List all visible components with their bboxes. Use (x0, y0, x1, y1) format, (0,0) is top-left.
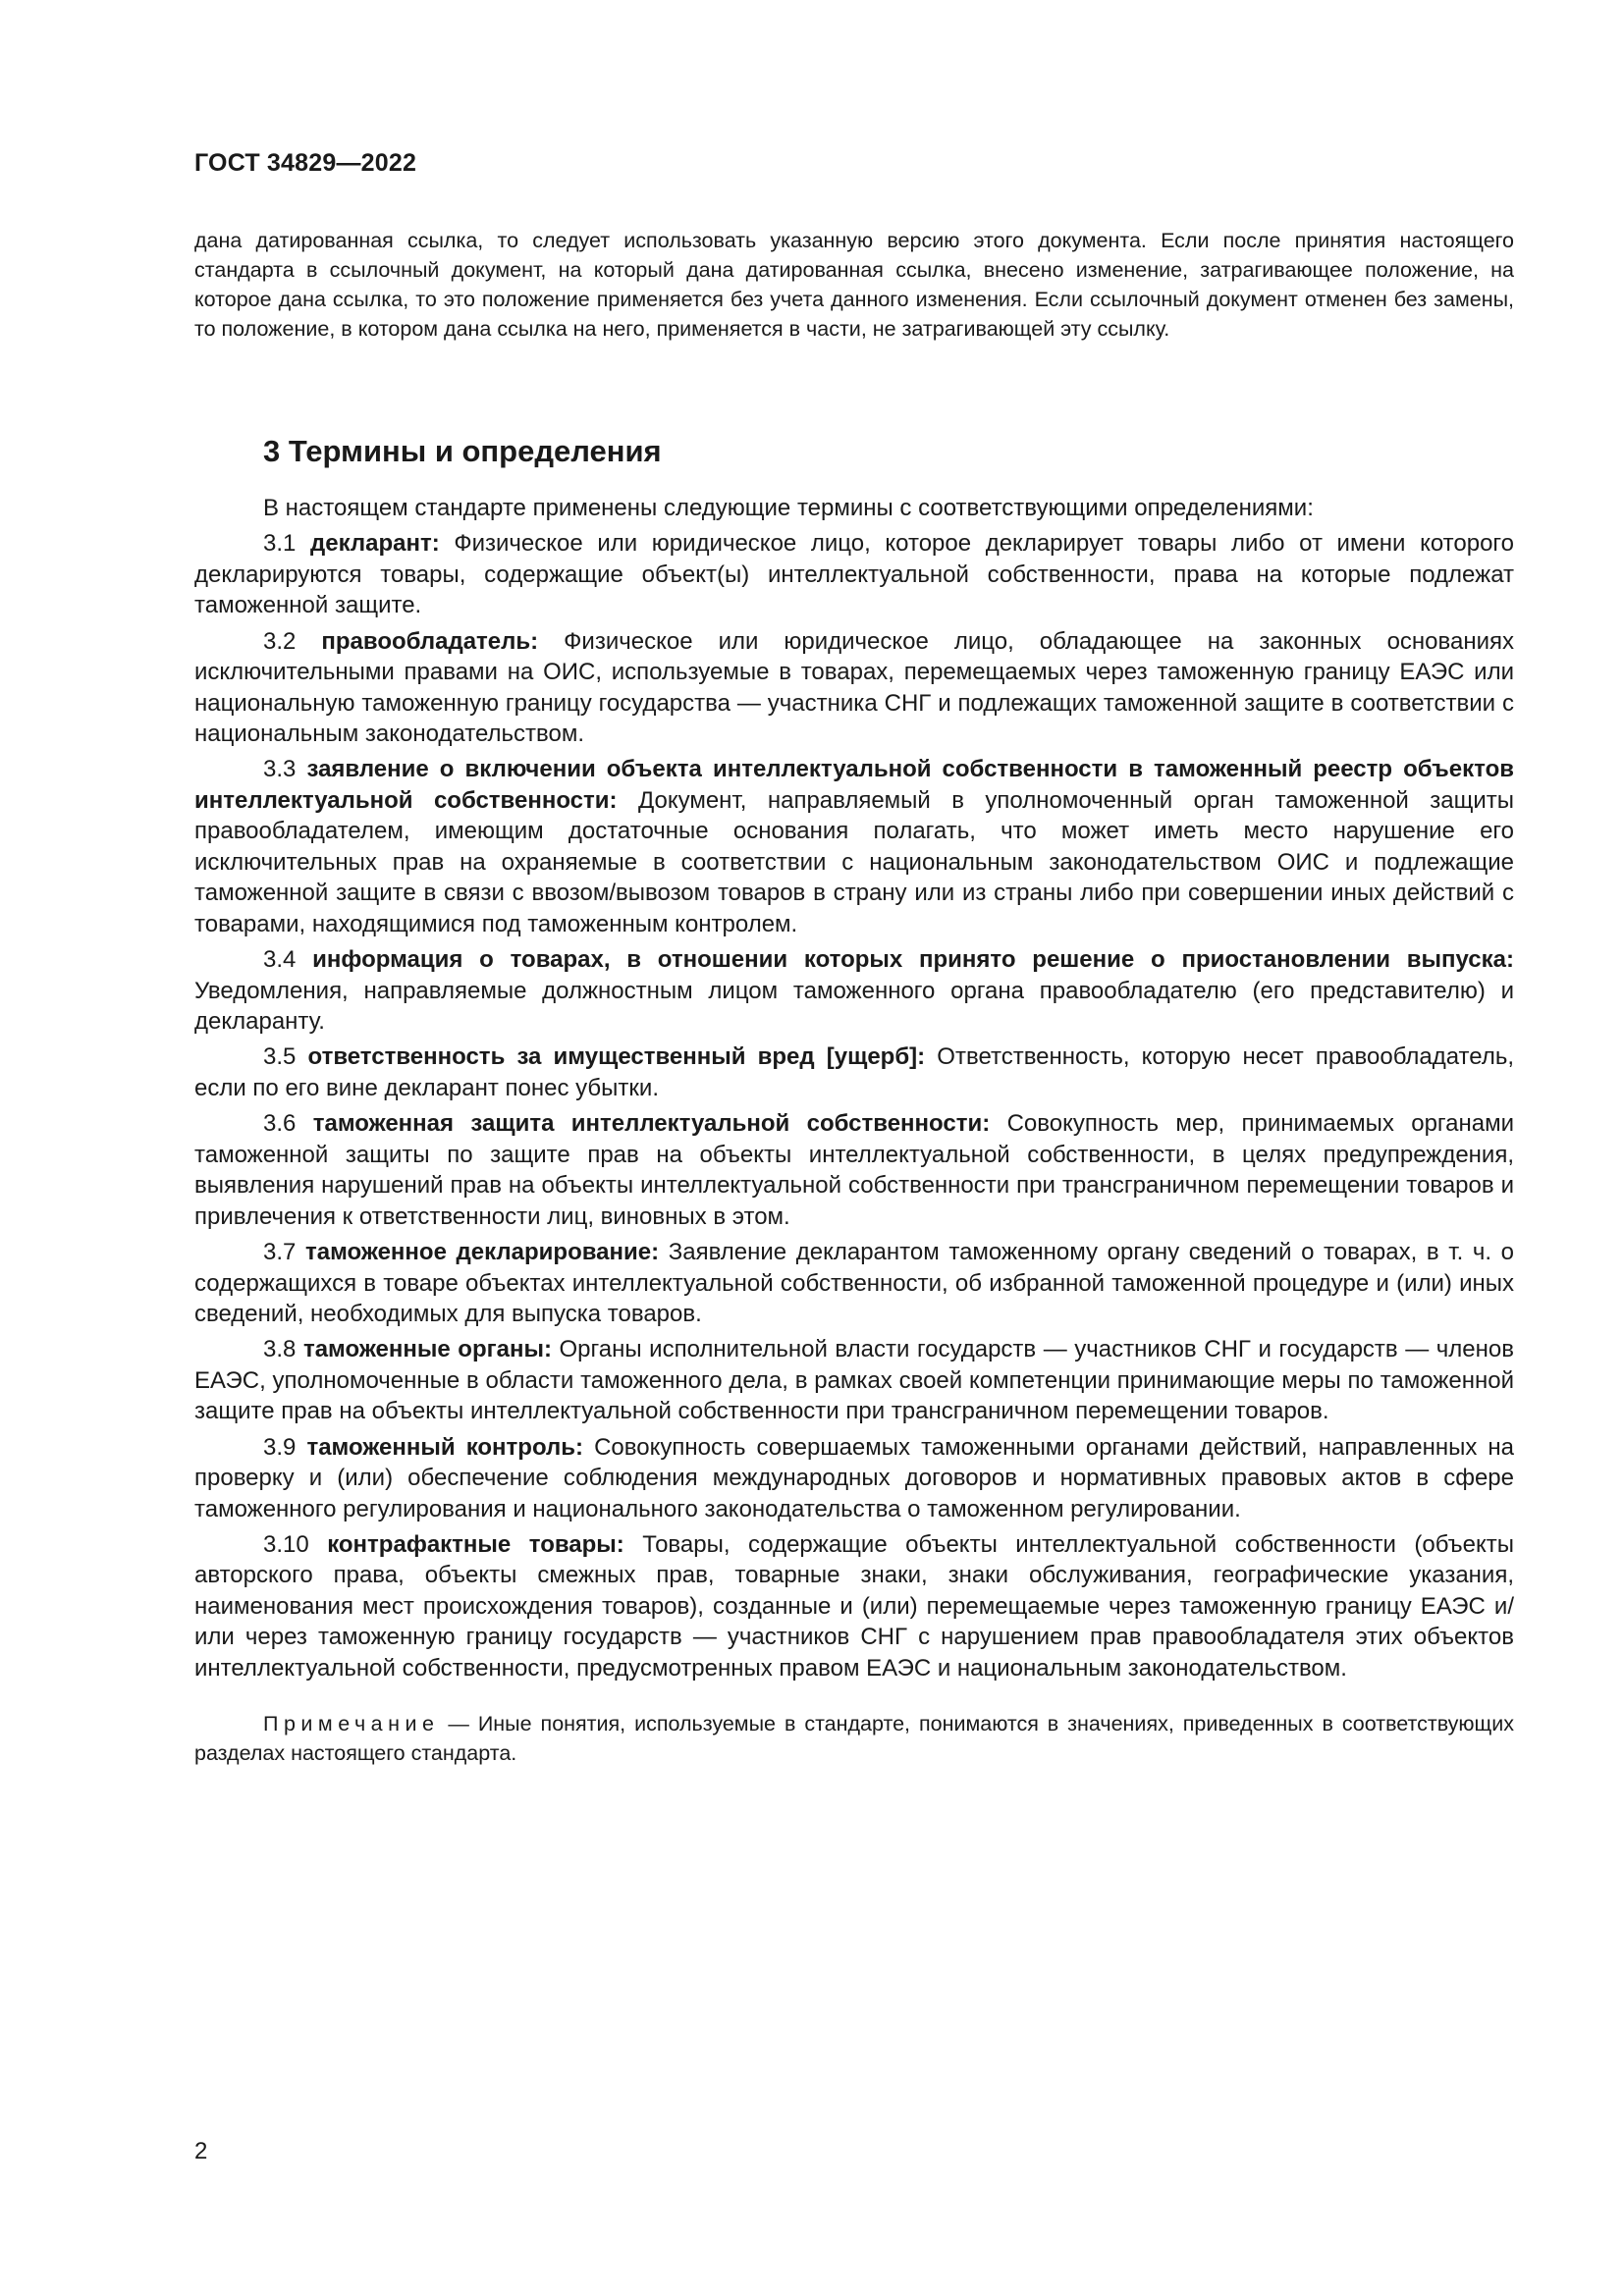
term-number: 3.10 (263, 1530, 309, 1558)
term-number: 3.3 (263, 756, 297, 783)
term-definition: Органы исполнительной власти государств — участников СНГ и государств — членов ЕАЭС, уполномоченные в области таможенного дела, в рамках своей компетенции принимающие меры по таможенной защите прав на объекты интеллектуальной собственности при трансграничном перемещении товаров. (194, 1336, 1514, 1425)
term-definition: Документ, направляемый в уполномоченный орган таможенной защиты правообладателем, имеющим достаточные основания полагать, что может иметь место нарушение его исключительных прав на охраняемые в соответствии с национальным законодательством ОИС и подлежащие таможенной защите в связи с ввозом/вывозом товаров в страну или из страны либо при совершении иных действий с товарами, находящимися под таможенным контролем. (194, 786, 1514, 937)
term-name: таможенный контроль: (306, 1433, 584, 1461)
term-definition: Физическое или юридическое лицо, обладающее на законных основаниях исключительными правами на ОИС, используемые в товарах, перемещаемых через таможенную границу ЕАЭС или национальную таможенную границу государства — участника СНГ и подлежащих таможенной защите в соответствии с национальным законодательством. (194, 627, 1514, 748)
term-name: декларант: (310, 530, 440, 558)
section-title: 3 Термины и определения (263, 434, 662, 468)
term-number: 3.5 (263, 1043, 297, 1071)
term-3-7 (194, 1237, 1514, 1330)
term-3-6 (194, 1108, 1514, 1232)
term-3-2 (194, 626, 1514, 750)
term-3-8 (194, 1334, 1514, 1427)
terms-intro: В настоящем стандарте применены следующие термины с соответствующими определениями: (263, 495, 1314, 521)
term-3-9 (194, 1432, 1514, 1525)
page-header: ГОСТ 34829—2022 (194, 149, 417, 177)
term-number: 3.8 (263, 1336, 297, 1363)
note-label: Примечание (263, 1712, 440, 1736)
term-number: 3.2 (263, 627, 297, 655)
term-3-5 (194, 1041, 1514, 1103)
page-number: 2 (194, 2138, 208, 2164)
term-name: таможенная защита интеллектуальной собственности: (312, 1110, 991, 1138)
term-definition: Товары, содержащие объекты интеллектуальной собственности (объекты авторского права, объекты смежных прав, товарные знаки, знаки обслуживания, географические указания, наименования мест происхождения товаров), созданные и (или) перемещаемые через таможенную границу ЕАЭС и/или через таможенную границу государств — участников СНГ с нарушением прав правообладателя этих объектов интеллектуальной собственности, предусмотренных правом ЕАЭС и национальным законодательством. (194, 1530, 1514, 1682)
term-3-10 (194, 1529, 1514, 1684)
term-name: ответственность за имущественный вред [ущерб]: (307, 1043, 926, 1071)
term-3-3 (194, 754, 1514, 939)
term-number: 3.7 (263, 1239, 297, 1266)
term-definition: Уведомления, направляемые должностным лицом таможенного органа правообладателю (его представителю) и декларанту. (194, 977, 1514, 1036)
term-definition: Совокупность мер, принимаемых органами таможенной защиты по защите прав на объекты интеллектуальной собственности, в целях предупреждения, выявления нарушений прав на объекты интеллектуальной собственности при трансграничном перемещении товаров и привлечения к ответственности лиц, виновных в этом. (194, 1110, 1515, 1230)
intro-paragraph: дана датированная ссылка, то следует использовать указанную версию этого документа. Если после принятия настоящего стандарта в ссылочный документ, на который дана датированная ссылка, внесено изменение, затрагивающее положение, на которое дана ссылка, то это положение применяется без учета данного изменения. Если ссылочный документ отменен без замены, то положение, в котором дана ссылка на него, применяется в части, не затрагивающей эту ссылку. (194, 229, 1514, 341)
terms-section (194, 432, 1514, 1768)
term-name: заявление о включении объекта интеллектуальной собственности в таможенный реестр объектов интеллектуальной собственности: (194, 756, 1515, 814)
term-number: 3.9 (263, 1433, 297, 1461)
term-number: 3.4 (263, 946, 297, 974)
term-name: таможенное декларирование: (304, 1239, 660, 1266)
term-definition: Ответственность, которую несет правообладатель, если по его вине декларант понес убытки. (194, 1043, 1514, 1101)
note (194, 1709, 1514, 1768)
term-definition: Заявление декларантом таможенному органу сведений о товарах, в т. ч. о содержащихся в товаре объектах интеллектуальной собственности, об избранной таможенной процедуре и (или) иных сведений, необходимых для выпуска товаров. (194, 1239, 1515, 1328)
term-name: контрафактные товары: (327, 1530, 624, 1558)
term-number: 3.1 (263, 530, 297, 558)
term-name: информация о товарах, в отношении которых принято решение о приостановлении выпуска: (312, 946, 1514, 974)
term-definition: Совокупность совершаемых таможенными органами действий, направленных на проверку и (или) обеспечение соблюдения международных договоров и нормативных правовых актов в сфере таможенного регулирования и национального законодательства о таможенном регулировании. (194, 1433, 1515, 1522)
term-3-1 (194, 528, 1514, 621)
note-text: — Иные понятия, используемые в стандарте, понимаются в значениях, приведенных в соответствующих разделах настоящего стандарта. (194, 1712, 1514, 1766)
term-3-4 (194, 944, 1514, 1038)
term-definition: Физическое или юридическое лицо, которое декларирует товары либо от имени которого декларируются товары, содержащие объект(ы) интеллектуальной собственности, права на которые подлежат таможенной защите. (194, 530, 1515, 619)
term-number: 3.6 (263, 1110, 297, 1138)
term-name: правообладатель: (321, 627, 539, 655)
term-name: таможенные органы: (302, 1336, 552, 1363)
